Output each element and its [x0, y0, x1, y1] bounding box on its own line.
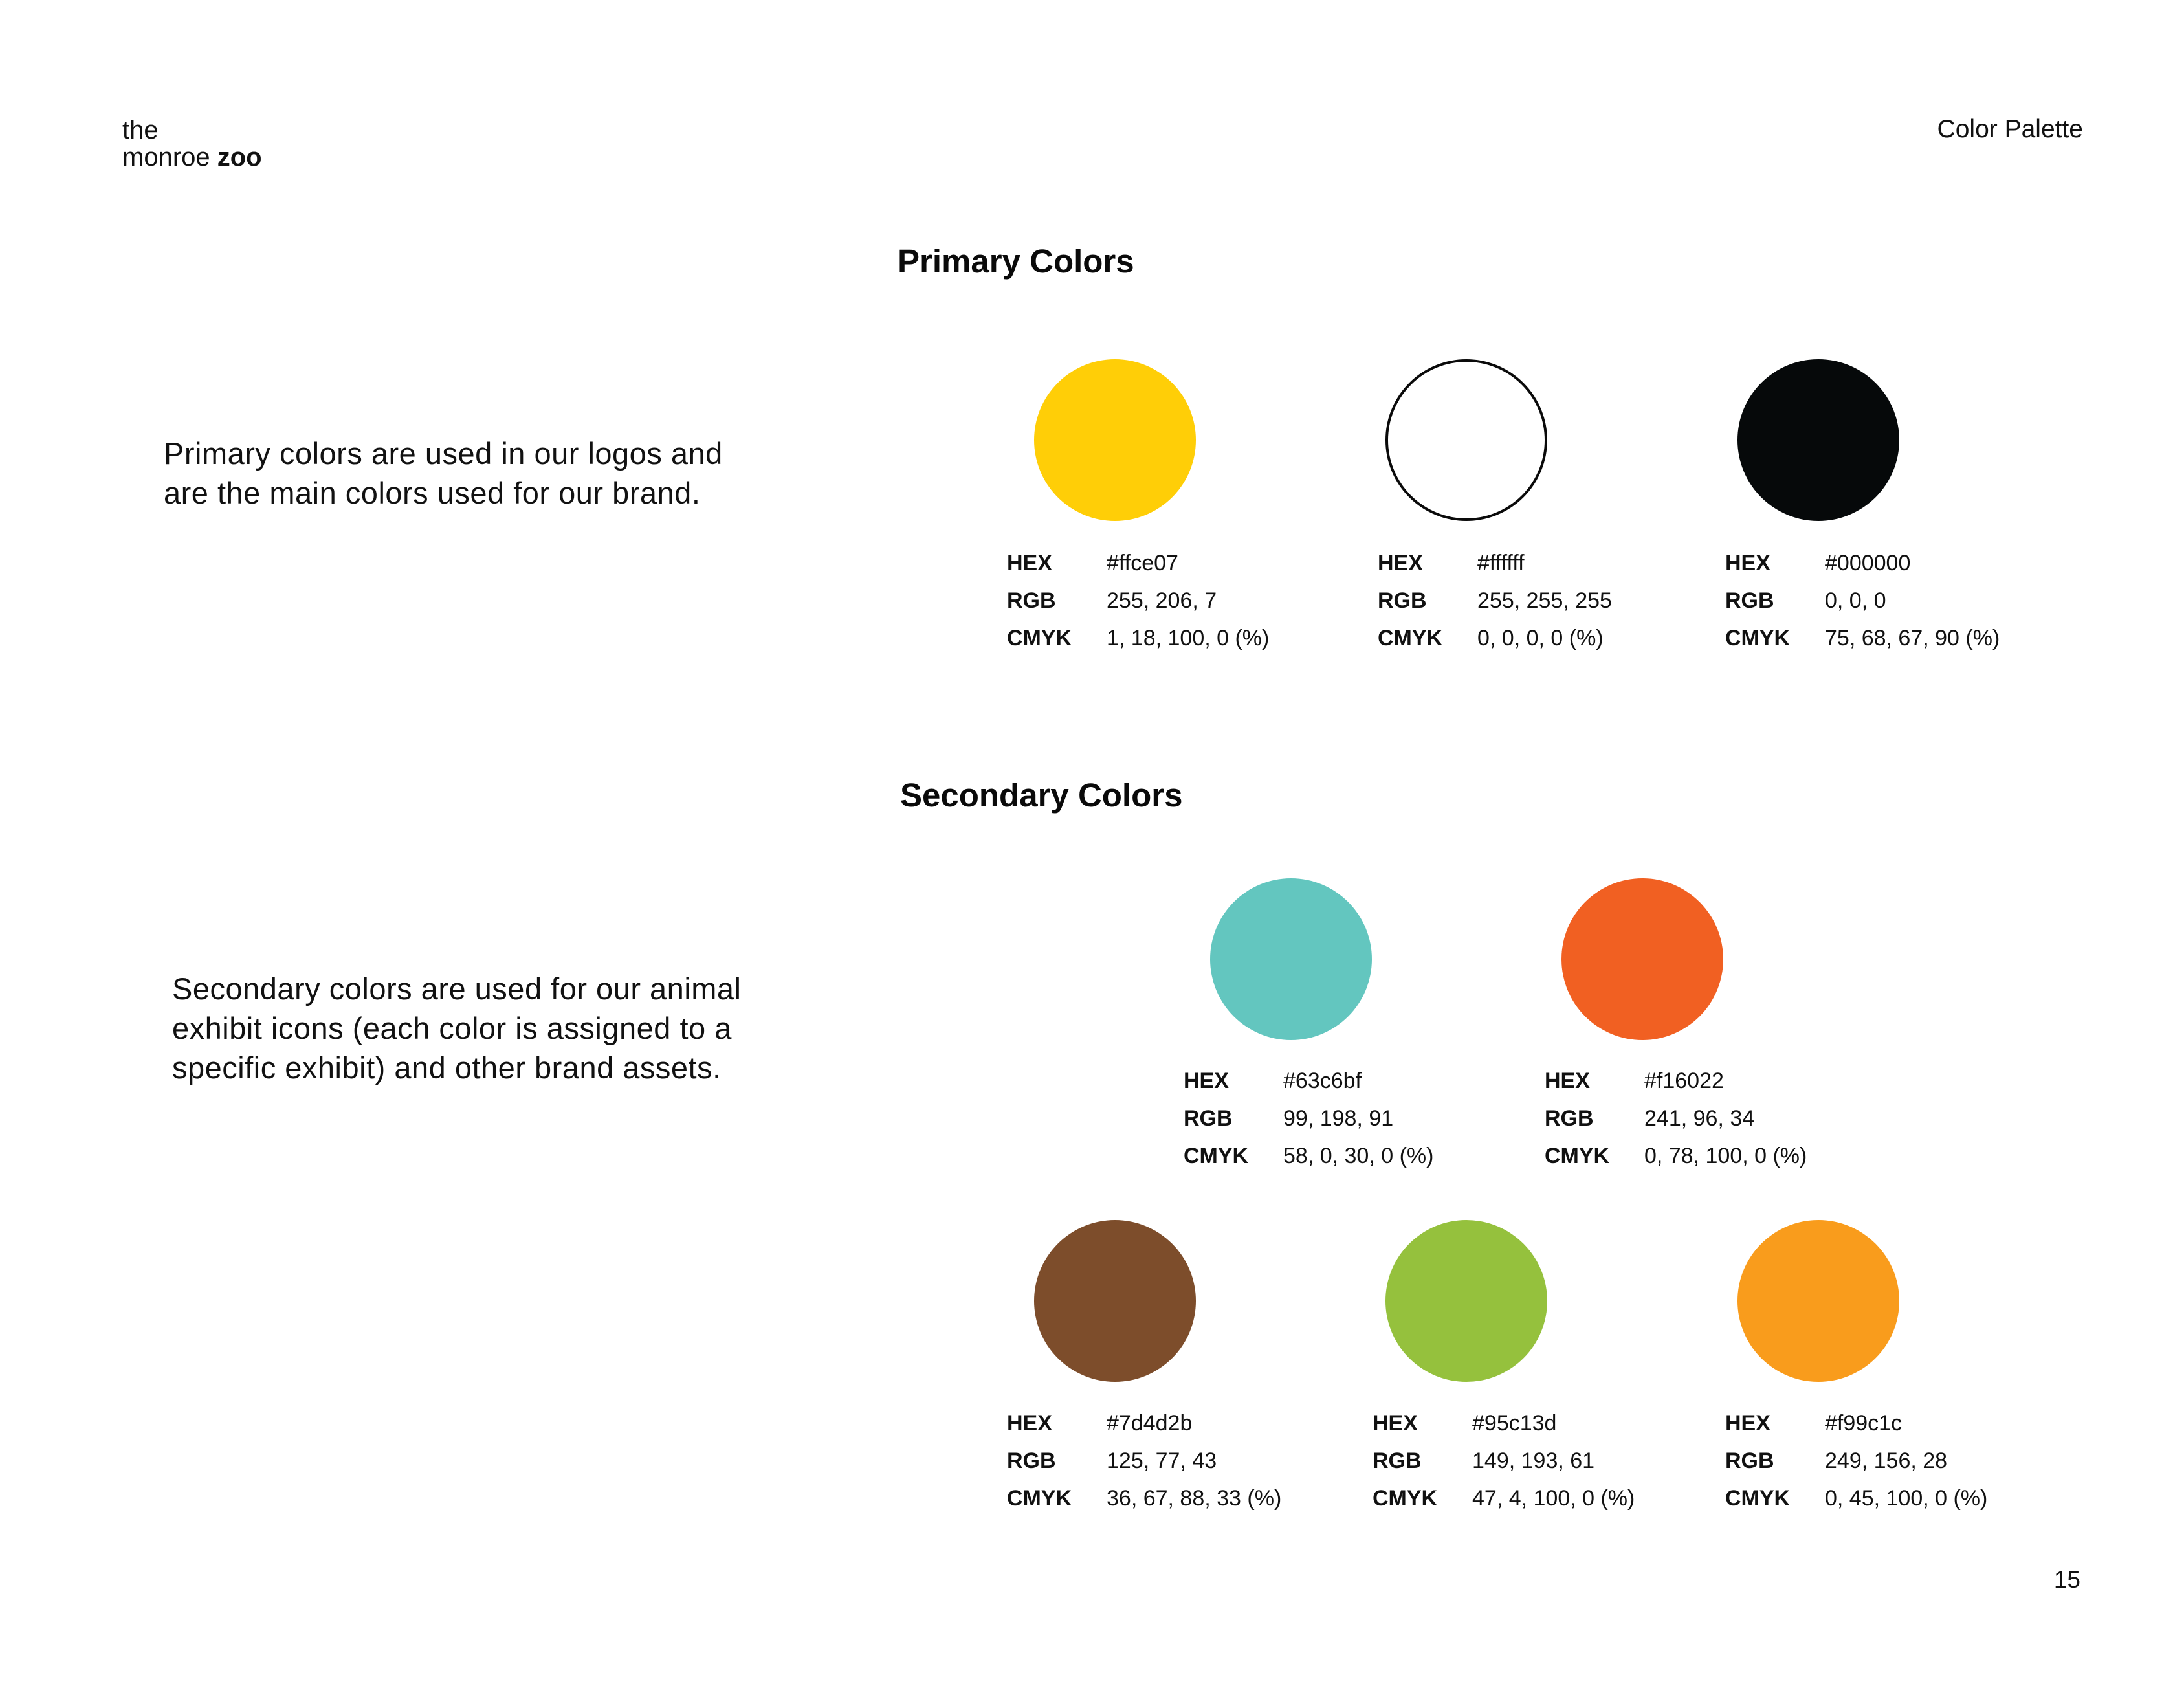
spec-hex-row: [1725, 544, 2000, 582]
cmyk-value: 47, 4, 100, 0 (%): [1472, 1486, 1635, 1511]
spec-rgb-row: [1007, 582, 1269, 619]
hex-label: HEX: [1725, 551, 1770, 575]
spec-secondary-green: [1373, 1405, 1635, 1517]
rgb-value: 149, 193, 61: [1472, 1449, 1595, 1473]
cmyk-value: 0, 0, 0, 0 (%): [1477, 626, 1604, 650]
primary-colors-heading: Primary Colors: [898, 243, 1134, 280]
rgb-label: RGB: [1184, 1106, 1233, 1131]
logo-line-the: the: [122, 116, 159, 144]
spec-rgb-row: [1725, 1442, 1987, 1480]
spec-cmyk-row: [1378, 619, 1612, 657]
spec-cmyk-row: [1007, 1480, 1281, 1517]
section-label: Color Palette: [1937, 115, 2083, 143]
rgb-value: 255, 206, 7: [1107, 588, 1217, 613]
rgb-value: 99, 198, 91: [1283, 1106, 1394, 1131]
rgb-label: RGB: [1007, 1449, 1056, 1473]
swatch-primary-yellow: [1034, 359, 1196, 521]
cmyk-value: 0, 78, 100, 0 (%): [1644, 1144, 1807, 1168]
cmyk-value: 36, 67, 88, 33 (%): [1107, 1486, 1282, 1511]
swatch-primary-white: [1385, 359, 1547, 521]
hex-label: HEX: [1378, 551, 1423, 575]
spec-cmyk-row: [1184, 1137, 1433, 1175]
secondary-colors-description: Secondary colors are used for our animal exhibit icons (each color is assigned to a specific exhibit) and other brand assets.: [172, 972, 742, 1085]
spec-secondary-orange-red: [1545, 1062, 1807, 1175]
hex-label: HEX: [1007, 551, 1052, 575]
hex-value: #ffce07: [1107, 551, 1178, 575]
swatch-primary-black: [1737, 359, 1899, 521]
cmyk-label: CMYK: [1725, 626, 1791, 650]
spec-cmyk-row: [1007, 619, 1269, 657]
cmyk-value: 0, 45, 100, 0 (%): [1825, 1486, 1988, 1511]
cmyk-label: CMYK: [1725, 1486, 1791, 1511]
spec-primary-yellow: [1007, 544, 1269, 657]
spec-hex-row: [1007, 544, 1269, 582]
spec-cmyk-row: [1725, 1480, 1987, 1517]
spec-cmyk-row: [1373, 1480, 1635, 1517]
cmyk-label: CMYK: [1007, 626, 1072, 650]
secondary-colors-heading: Secondary Colors: [900, 777, 1183, 814]
rgb-value: 0, 0, 0: [1825, 588, 1886, 613]
cmyk-label: CMYK: [1545, 1144, 1610, 1168]
spec-secondary-brown: [1007, 1405, 1281, 1517]
spec-secondary-teal: [1184, 1062, 1433, 1175]
swatch-secondary-green: [1385, 1220, 1547, 1382]
spec-rgb-row: [1378, 582, 1612, 619]
spec-hex-row: [1373, 1405, 1635, 1442]
hex-label: HEX: [1184, 1069, 1229, 1093]
rgb-value: 241, 96, 34: [1644, 1106, 1755, 1131]
hex-value: #ffffff: [1477, 551, 1525, 575]
cmyk-label: CMYK: [1007, 1486, 1072, 1511]
spec-rgb-row: [1545, 1100, 1807, 1137]
spec-secondary-orange: [1725, 1405, 1987, 1517]
rgb-label: RGB: [1725, 588, 1774, 613]
rgb-label: RGB: [1373, 1449, 1422, 1473]
hex-value: #63c6bf: [1283, 1069, 1362, 1093]
rgb-label: RGB: [1725, 1449, 1774, 1473]
spec-hex-row: [1545, 1062, 1807, 1100]
spec-rgb-row: [1184, 1100, 1433, 1137]
cmyk-value: 58, 0, 30, 0 (%): [1283, 1144, 1434, 1168]
hex-value: #95c13d: [1472, 1411, 1557, 1436]
spec-primary-white: [1378, 544, 1612, 657]
hex-label: HEX: [1373, 1411, 1418, 1436]
cmyk-label: CMYK: [1373, 1486, 1438, 1511]
hex-value: #f16022: [1644, 1069, 1724, 1093]
cmyk-label: CMYK: [1184, 1144, 1249, 1168]
rgb-value: 255, 255, 255: [1477, 588, 1612, 613]
swatch-secondary-orange: [1737, 1220, 1899, 1382]
hex-value: #f99c1c: [1825, 1411, 1903, 1436]
rgb-value: 125, 77, 43: [1107, 1449, 1217, 1473]
swatch-secondary-teal: [1210, 878, 1372, 1040]
page-number: 15: [2053, 1566, 2080, 1593]
spec-hex-row: [1007, 1405, 1281, 1442]
logo-word-monroe: monroe: [122, 143, 210, 172]
logo-line-monroe-zoo: [122, 144, 262, 171]
spec-rgb-row: [1725, 582, 2000, 619]
spec-hex-row: [1725, 1405, 1987, 1442]
hex-value: #7d4d2b: [1107, 1411, 1193, 1436]
brand-logo: [122, 117, 262, 171]
primary-colors-description: Primary colors are used in our logos and are the main colors used for our brand.: [164, 436, 723, 510]
rgb-label: RGB: [1378, 588, 1427, 613]
spec-hex-row: [1184, 1062, 1433, 1100]
cmyk-value: 75, 68, 67, 90 (%): [1825, 626, 2000, 650]
hex-label: HEX: [1007, 1411, 1052, 1436]
logo-word-zoo: zoo: [217, 143, 262, 172]
spec-rgb-row: [1373, 1442, 1635, 1480]
rgb-label: RGB: [1545, 1106, 1594, 1131]
hex-value: #000000: [1825, 551, 1911, 575]
cmyk-label: CMYK: [1378, 626, 1443, 650]
spec-hex-row: [1378, 544, 1612, 582]
hex-label: HEX: [1725, 1411, 1770, 1436]
cmyk-value: 1, 18, 100, 0 (%): [1107, 626, 1270, 650]
spec-rgb-row: [1007, 1442, 1281, 1480]
rgb-value: 249, 156, 28: [1825, 1449, 1948, 1473]
spec-cmyk-row: [1545, 1137, 1807, 1175]
rgb-label: RGB: [1007, 588, 1056, 613]
spec-cmyk-row: [1725, 619, 2000, 657]
swatch-secondary-orange-red: [1561, 878, 1723, 1040]
swatch-secondary-brown: [1034, 1220, 1196, 1382]
hex-label: HEX: [1545, 1069, 1590, 1093]
spec-primary-black: [1725, 544, 2000, 657]
